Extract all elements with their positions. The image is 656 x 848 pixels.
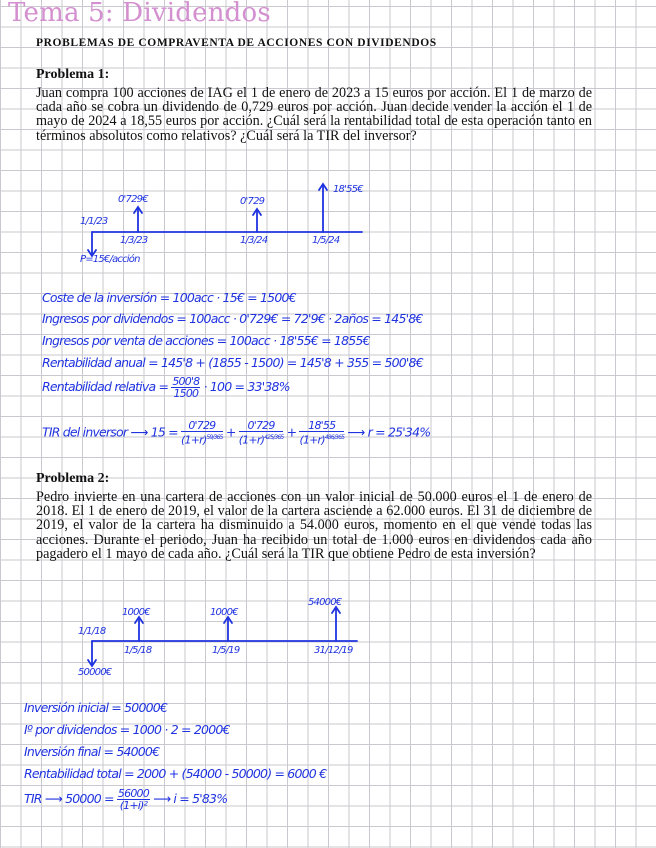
p1-tir-plus1: + [225, 424, 236, 440]
p1-tir-d1: (1+r) [181, 433, 207, 447]
p1-tir-lhs: 15 = [150, 424, 178, 440]
p1-tir-n3: 18'55 [299, 420, 344, 432]
p1-relative-num: 500'8 [172, 375, 200, 388]
p2-tir-lhs: 50000 = [65, 791, 114, 806]
p1-tir-plus2: + [286, 424, 297, 440]
p1-tir-result: r = 25'34% [367, 424, 431, 440]
problem2-heading: Problema 2: [36, 471, 110, 486]
section-subtitle: PROBLEMAS DE COMPRAVENTA DE ACCIONES CON DIVIDENDOS [36, 37, 437, 49]
p2-initial-line: Inversión inicial = 50000€ [24, 700, 168, 715]
p1-date-div1: 1/3/23 [120, 235, 148, 246]
p1-tir-d3-wrap [299, 432, 344, 446]
p1-date-sale: 1/5/24 [312, 235, 340, 246]
p1-sale-label: 18'55€ [333, 184, 363, 195]
p1-tir-term2 [239, 420, 284, 446]
p2-final-label: 54000€ [308, 597, 342, 608]
p1-relative-line [42, 376, 290, 399]
problem1-heading: Problema 1: [36, 67, 110, 82]
p1-tir-e3: 486/365 [324, 434, 345, 441]
p1-tir-term3 [299, 420, 344, 446]
p2-date-div2: 1/5/19 [212, 645, 240, 656]
p1-tir-term1 [181, 420, 223, 446]
page-title: Tema 5: Dividendos [8, 0, 271, 28]
p2-initial-label: 50000€ [78, 667, 112, 678]
p2-total-line: Rentabilidad total = 2000 + (54000 - 50000) = 6000 € [24, 766, 327, 781]
p2-date-start: 1/1/18 [78, 626, 106, 637]
p1-relative-label: Rentabilidad relativa = [42, 379, 169, 394]
p2-tir-fraction [117, 788, 150, 811]
problem1-statement: Juan compra 100 acciones de IAG el 1 de enero de 2023 a 15 euros por acción. El 1 de marzo de cada año se cobra un dividendo de 0,729 euros por acción. Juan decide vender la acción el 1 de mayo de 2024 a 18,55 euros por acción. ¿Cuál será la rentabilidad total de esta operación tanto en términos absolutos como relativos? ¿Cuál será la TIR del inversor? [36, 85, 592, 144]
p1-dividends-line: Ingresos por dividendos = 100acc · 0'729€ = 72'9€ · 2años = 145'8€ [42, 311, 423, 326]
p1-tir-d3: (1+r) [299, 433, 325, 447]
p2-dividends-line: Iº por dividendos = 1000 · 2 = 2000€ [24, 722, 230, 737]
p1-tir-d2: (1+r) [238, 433, 265, 447]
p2-div2-label: 1000€ [210, 607, 238, 618]
p2-tir-label: TIR [24, 791, 42, 806]
p1-sales-line: Ingresos por venta de acciones = 100acc · 18'55€ = 1855€ [42, 333, 370, 348]
p1-date-start: 1/1/23 [80, 216, 108, 227]
p1-div1-label: 0'729€ [118, 194, 148, 205]
p1-relative-result: · 100 = 33'38% [203, 379, 290, 394]
p1-tir-e2: 425/365 [264, 434, 284, 441]
p2-tir-den: (1+i)² [119, 799, 148, 812]
p1-tir-n2: 0'729 [239, 420, 284, 432]
problem2-statement: Pedro invierte en una cartera de acciones con un valor inicial de 50.000 euros el 1 de enero de 2018. El 1 de enero de 2019, el valor de la cartera asciende a 62.000 euros. El 31 de diciembre de 2019, el valor de la cartera ha disminuido a 54.000 euros, momento en el que vende todas las acciones. Durante el periodo, Juan ha recibido un total de 1.000 euros en dividendos cada año pagadero el 1 mayo de cada año. ¿Cuál será la TIR que obtiene Pedro de esta inversión? [36, 489, 592, 562]
p2-div1-label: 1000€ [122, 607, 150, 618]
p2-final-line: Inversión final = 54000€ [24, 744, 160, 759]
p1-relative-fraction [171, 376, 200, 399]
p2-tir-arrow: ⟶ [44, 791, 62, 806]
p1-absolute-line: Rentabilidad anual = 145'8 + (1855 - 1500) = 145'8 + 355 = 500'8€ [42, 355, 423, 370]
p1-div2-label: 0'729 [240, 196, 265, 207]
p1-tir-arrow: ⟶ [130, 424, 148, 440]
p2-tir-arrow2: ⟶ [153, 791, 171, 806]
p1-tir-d1-wrap [181, 432, 223, 446]
p1-tir-line [42, 420, 430, 446]
p1-tir-e1: 59/365 [206, 434, 223, 441]
p1-tir-arrow2: ⟶ [347, 424, 365, 440]
p1-tir-label: TIR del inversor [42, 424, 128, 440]
p1-cost-line: Coste de la inversión = 100acc · 15€ = 1500€ [42, 290, 296, 305]
p2-tir-line [24, 788, 227, 811]
p2-date-final: 31/12/19 [314, 645, 353, 656]
p2-tir-result: i = 5'83% [173, 791, 228, 806]
p2-date-div1: 1/5/18 [124, 645, 152, 656]
p1-price-label: P=15€/acción [80, 254, 140, 265]
p1-date-div2: 1/3/24 [240, 235, 268, 246]
p1-relative-den: 1500 [173, 387, 199, 400]
p2-tir-num: 56000 [117, 787, 149, 800]
p1-tir-d2-wrap [239, 432, 284, 446]
p1-tir-n1: 0'729 [181, 420, 223, 432]
